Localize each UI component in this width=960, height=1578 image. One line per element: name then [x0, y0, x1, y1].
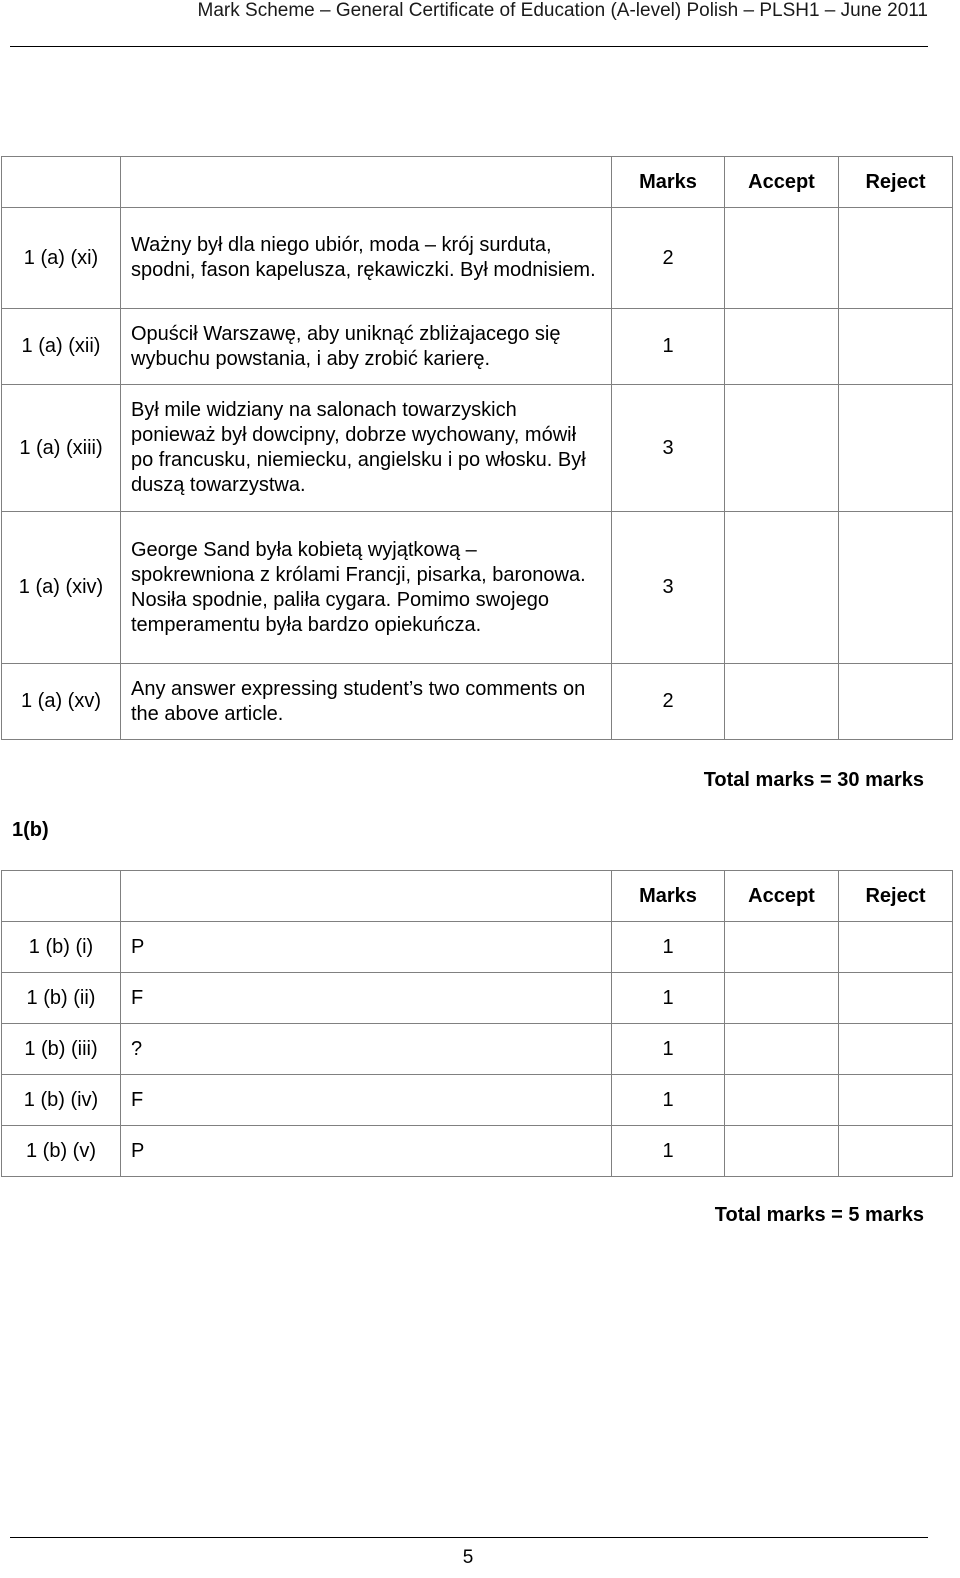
- reject-cell: [839, 1075, 953, 1126]
- table-row: [2, 922, 953, 973]
- question-ref: 1 (b) (ii): [2, 973, 121, 1024]
- table-row: [2, 1024, 953, 1075]
- table-header-row: [2, 157, 953, 208]
- reject-cell: [839, 512, 953, 664]
- answer-text: F: [121, 1075, 612, 1126]
- answer-text: F: [121, 973, 612, 1024]
- header-cell-marks: Marks: [612, 871, 725, 922]
- reject-cell: [839, 664, 953, 740]
- answer-text: P: [121, 922, 612, 973]
- header-cell-accept: Accept: [725, 871, 839, 922]
- reject-cell: [839, 922, 953, 973]
- accept-cell: [725, 208, 839, 309]
- question-ref: 1 (a) (xii): [2, 309, 121, 385]
- reject-cell: [839, 1024, 953, 1075]
- table-header-row: [2, 871, 953, 922]
- question-ref: 1 (b) (i): [2, 922, 121, 973]
- reject-cell: [839, 309, 953, 385]
- marks-value: 1: [612, 922, 725, 973]
- header-cell-reject: Reject: [839, 871, 953, 922]
- question-ref: 1 (b) (iii): [2, 1024, 121, 1075]
- marks-value: 2: [612, 664, 725, 740]
- marks-value: 1: [612, 309, 725, 385]
- reject-cell: [839, 973, 953, 1024]
- mark-table-1b: [1, 870, 953, 1177]
- question-ref: 1 (a) (xiii): [2, 385, 121, 512]
- accept-cell: [725, 1126, 839, 1177]
- table-row: [2, 1126, 953, 1177]
- reject-cell: [839, 208, 953, 309]
- reject-cell: [839, 385, 953, 512]
- header-cell-answer: [121, 157, 612, 208]
- accept-cell: [725, 309, 839, 385]
- answer-text: Any answer expressing student’s two comments on the above article.: [121, 664, 612, 740]
- header-cell-ref: [2, 157, 121, 208]
- header-cell-ref: [2, 871, 121, 922]
- header-divider: [10, 46, 928, 47]
- accept-cell: [725, 922, 839, 973]
- total-marks-1a: Total marks = 30 marks: [703, 769, 924, 791]
- answer-text: Opuścił Warszawę, aby uniknąć zbliżajacego się wybuchu powstania, i aby zrobić karierę.: [121, 309, 612, 385]
- table-row: [2, 1075, 953, 1126]
- table-row: [2, 309, 953, 385]
- answer-text: Ważny był dla niego ubiór, moda – krój surduta, spodni, fason kapelusza, rękawiczki. Był modnisiem.: [121, 208, 612, 309]
- answer-text: P: [121, 1126, 612, 1177]
- question-ref: 1 (b) (v): [2, 1126, 121, 1177]
- question-ref: 1 (a) (xiv): [2, 512, 121, 664]
- answer-text: George Sand była kobietą wyjątkową – spokrewniona z królami Francji, pisarka, baronowa. Nosiła spodnie, paliła cygara. Pomimo swojego temperamentu była bardzo opiekuńcza.: [121, 512, 612, 664]
- table-row: [2, 208, 953, 309]
- header-cell-reject: Reject: [839, 157, 953, 208]
- marks-value: 1: [612, 1126, 725, 1177]
- section-label-1b: 1(b): [12, 819, 49, 841]
- header-cell-accept: Accept: [725, 157, 839, 208]
- table-row: [2, 973, 953, 1024]
- answer-text: ?: [121, 1024, 612, 1075]
- accept-cell: [725, 1075, 839, 1126]
- mark-table-1a: [1, 156, 953, 740]
- question-ref: 1 (b) (iv): [2, 1075, 121, 1126]
- answer-text: Był mile widziany na salonach towarzyskich ponieważ był dowcipny, dobrze wychowany, mówił po francusku, niemiecku, angielsku i po włosku. Był duszą towarzystwa.: [121, 385, 612, 512]
- question-ref: 1 (a) (xv): [2, 664, 121, 740]
- total-marks-1b: Total marks = 5 marks: [714, 1204, 924, 1226]
- marks-value: 1: [612, 973, 725, 1024]
- accept-cell: [725, 385, 839, 512]
- marks-value: 1: [612, 1024, 725, 1075]
- marks-value: 1: [612, 1075, 725, 1126]
- accept-cell: [725, 512, 839, 664]
- footer-divider: [10, 1537, 928, 1538]
- accept-cell: [725, 1024, 839, 1075]
- marks-value: 3: [612, 385, 725, 512]
- marks-value: 2: [612, 208, 725, 309]
- header-cell-answer: [121, 871, 612, 922]
- question-ref: 1 (a) (xi): [2, 208, 121, 309]
- table-row: [2, 512, 953, 664]
- table-row: [2, 664, 953, 740]
- header-cell-marks: Marks: [612, 157, 725, 208]
- accept-cell: [725, 973, 839, 1024]
- table-row: [2, 385, 953, 512]
- page-number: 5: [462, 1547, 474, 1568]
- accept-cell: [725, 664, 839, 740]
- page-header: Mark Scheme – General Certificate of Education (A-level) Polish – PLSH1 – June 2011: [197, 0, 928, 21]
- reject-cell: [839, 1126, 953, 1177]
- marks-value: 3: [612, 512, 725, 664]
